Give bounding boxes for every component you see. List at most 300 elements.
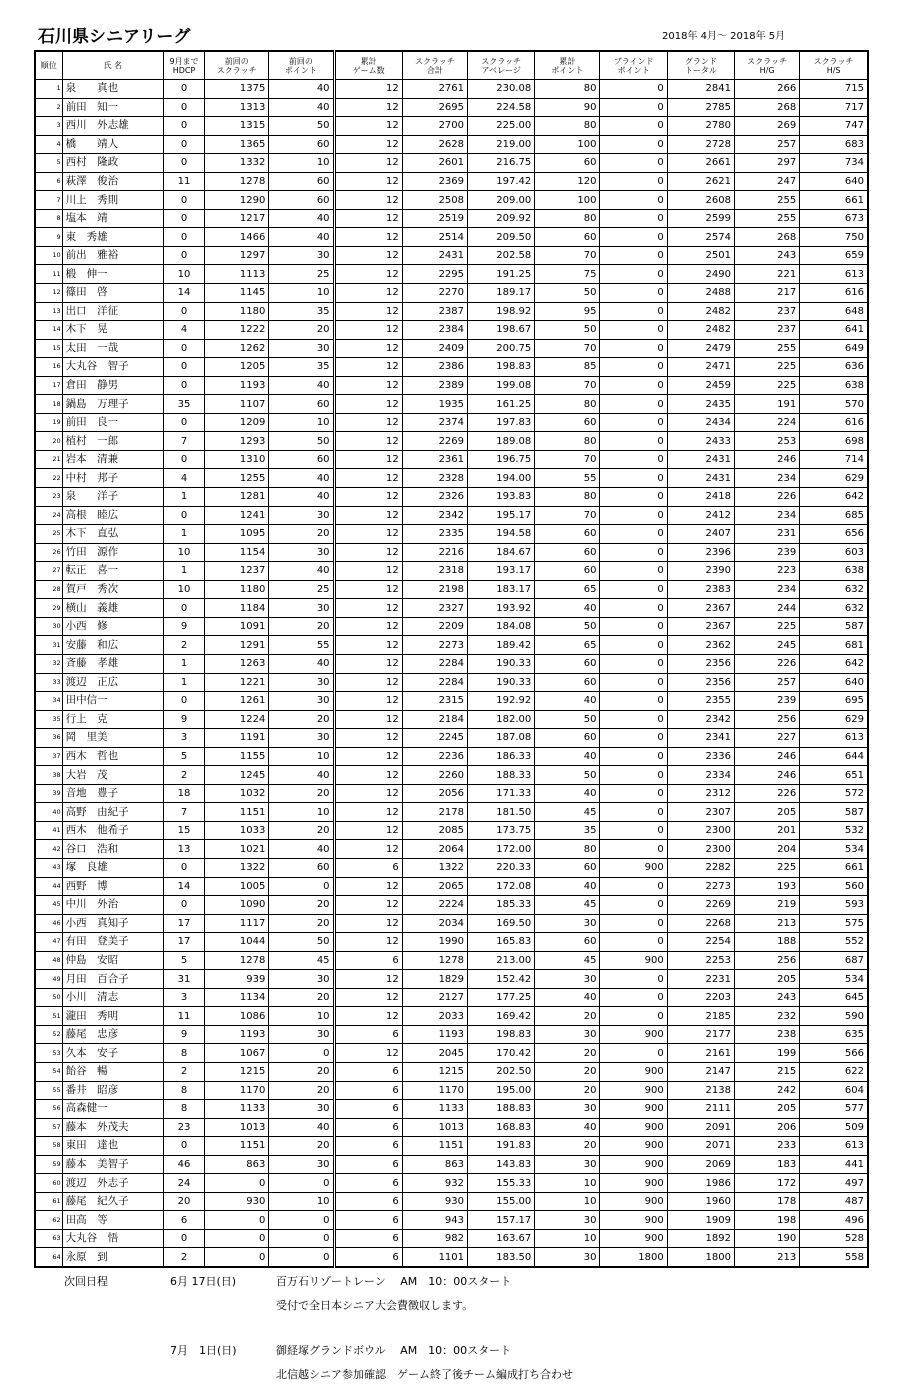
rank-cell: 27: [35, 562, 62, 581]
total-games-cell: 12: [334, 376, 402, 395]
scratch-total-cell: 932: [402, 1174, 467, 1193]
high-game-cell: 269: [734, 117, 799, 136]
blind-points-cell: 0: [600, 654, 667, 673]
name-cell: 前出 雅裕: [62, 246, 163, 265]
blind-points-cell: 900: [600, 1174, 667, 1193]
scratch-average-cell: 183.17: [468, 580, 535, 599]
scratch-total-cell: 2295: [402, 265, 467, 284]
grand-total-cell: 2356: [667, 654, 734, 673]
grand-total-cell: 2161: [667, 1044, 734, 1063]
name-cell: 大岩 茂: [62, 766, 163, 785]
prev-points-cell: 20: [269, 914, 334, 933]
high-series-cell: 661: [800, 858, 868, 877]
total-points-cell: 60: [535, 933, 600, 952]
header-total-points: 累計 ポイント: [535, 51, 600, 80]
high-series-cell: 632: [800, 580, 868, 599]
table-row: [35, 1025, 868, 1044]
prev-points-cell: 20: [269, 1137, 334, 1156]
blind-points-cell: 0: [600, 803, 667, 822]
prev-points-cell: 0: [269, 1211, 334, 1230]
scratch-average-cell: 198.83: [468, 1025, 535, 1044]
scratch-total-cell: 2284: [402, 654, 467, 673]
grand-total-cell: 2185: [667, 1007, 734, 1026]
name-cell: 泉 真也: [62, 80, 163, 99]
prev-points-cell: 60: [269, 450, 334, 469]
grand-total-cell: 2253: [667, 951, 734, 970]
rank-cell: 54: [35, 1062, 62, 1081]
grand-total-cell: 1909: [667, 1211, 734, 1230]
rank-cell: 47: [35, 933, 62, 952]
rank-cell: 8: [35, 209, 62, 228]
hdcp-cell: 9: [163, 617, 204, 636]
total-games-cell: 12: [334, 580, 402, 599]
rank-cell: 61: [35, 1192, 62, 1211]
high-game-cell: 188: [734, 933, 799, 952]
rank-cell: 5: [35, 154, 62, 173]
high-game-cell: 215: [734, 1062, 799, 1081]
hdcp-cell: 9: [163, 710, 204, 729]
grand-total-cell: 2367: [667, 617, 734, 636]
table-row: [35, 284, 868, 303]
name-cell: 大丸谷 智子: [62, 358, 163, 377]
header-blind-points: ブラインド ポイント: [600, 51, 667, 80]
total-points-cell: 70: [535, 506, 600, 525]
high-game-cell: 217: [734, 284, 799, 303]
prev-scratch-cell: 1209: [205, 413, 269, 432]
high-game-cell: 201: [734, 821, 799, 840]
high-game-cell: 268: [734, 98, 799, 117]
prev-scratch-cell: 863: [205, 1155, 269, 1174]
total-games-cell: 12: [334, 191, 402, 210]
high-series-cell: 616: [800, 284, 868, 303]
grand-total-cell: 2355: [667, 692, 734, 711]
scratch-average-cell: 193.17: [468, 562, 535, 581]
hdcp-cell: 18: [163, 784, 204, 803]
table-row: [35, 1211, 868, 1230]
table-row: [35, 877, 868, 896]
total-points-cell: 20: [535, 1062, 600, 1081]
rank-cell: 6: [35, 172, 62, 191]
rank-cell: 20: [35, 432, 62, 451]
scratch-total-cell: 1170: [402, 1081, 467, 1100]
total-games-cell: 12: [334, 599, 402, 618]
hdcp-cell: 23: [163, 1118, 204, 1137]
total-games-cell: 12: [334, 395, 402, 414]
blind-points-cell: 0: [600, 191, 667, 210]
prev-points-cell: 60: [269, 395, 334, 414]
hdcp-cell: 0: [163, 413, 204, 432]
prev-points-cell: 10: [269, 154, 334, 173]
total-games-cell: 12: [334, 821, 402, 840]
total-games-cell: 12: [334, 228, 402, 247]
high-series-cell: 640: [800, 673, 868, 692]
name-cell: 倉田 静男: [62, 376, 163, 395]
grand-total-cell: 2482: [667, 302, 734, 321]
scratch-average-cell: 230.08: [468, 80, 535, 99]
name-cell: 瀧田 秀明: [62, 1007, 163, 1026]
table-row: [35, 413, 868, 432]
scratch-total-cell: 1193: [402, 1025, 467, 1044]
grand-total-cell: 2407: [667, 525, 734, 544]
rank-cell: 35: [35, 710, 62, 729]
total-games-cell: 12: [334, 766, 402, 785]
table-row: [35, 1192, 868, 1211]
total-points-cell: 80: [535, 840, 600, 859]
high-game-cell: 178: [734, 1192, 799, 1211]
blind-points-cell: 900: [600, 1137, 667, 1156]
total-points-cell: 40: [535, 599, 600, 618]
prev-points-cell: 25: [269, 265, 334, 284]
prev-points-cell: 50: [269, 933, 334, 952]
table-row: [35, 636, 868, 655]
total-points-cell: 80: [535, 395, 600, 414]
hdcp-cell: 1: [163, 673, 204, 692]
table-row: [35, 692, 868, 711]
high-series-cell: 651: [800, 766, 868, 785]
total-games-cell: 12: [334, 154, 402, 173]
total-games-cell: 6: [334, 1248, 402, 1267]
scratch-average-cell: 190.33: [468, 654, 535, 673]
high-series-cell: 497: [800, 1174, 868, 1193]
hdcp-cell: 31: [163, 970, 204, 989]
rank-cell: 22: [35, 469, 62, 488]
blind-points-cell: 0: [600, 599, 667, 618]
high-series-cell: 659: [800, 246, 868, 265]
prev-scratch-cell: 1193: [205, 376, 269, 395]
high-series-cell: 487: [800, 1192, 868, 1211]
high-series-cell: 560: [800, 877, 868, 896]
prev-points-cell: 35: [269, 358, 334, 377]
name-cell: 藤尾 紀久子: [62, 1192, 163, 1211]
prev-scratch-cell: 1224: [205, 710, 269, 729]
grand-total-cell: 2435: [667, 395, 734, 414]
table-row: [35, 395, 868, 414]
hdcp-cell: 0: [163, 80, 204, 99]
rank-cell: 9: [35, 228, 62, 247]
prev-points-cell: 40: [269, 488, 334, 507]
scratch-average-cell: 198.67: [468, 321, 535, 340]
name-cell: 西村 隆政: [62, 154, 163, 173]
name-cell: 西川 外志雄: [62, 117, 163, 136]
high-series-cell: 635: [800, 1025, 868, 1044]
total-points-cell: 60: [535, 654, 600, 673]
blind-points-cell: 0: [600, 506, 667, 525]
grand-total-cell: 2574: [667, 228, 734, 247]
total-games-cell: 12: [334, 506, 402, 525]
rank-cell: 21: [35, 450, 62, 469]
blind-points-cell: 0: [600, 209, 667, 228]
scratch-total-cell: 2056: [402, 784, 467, 803]
high-game-cell: 247: [734, 172, 799, 191]
high-series-cell: 747: [800, 117, 868, 136]
high-series-cell: 715: [800, 80, 868, 99]
scratch-total-cell: 1013: [402, 1118, 467, 1137]
name-cell: 西野 博: [62, 877, 163, 896]
hdcp-cell: 0: [163, 450, 204, 469]
prev-scratch-cell: 1262: [205, 339, 269, 358]
blind-points-cell: 0: [600, 877, 667, 896]
blind-points-cell: 0: [600, 358, 667, 377]
prev-scratch-cell: 1290: [205, 191, 269, 210]
table-row: [35, 265, 868, 284]
scratch-average-cell: 198.92: [468, 302, 535, 321]
prev-points-cell: 0: [269, 1248, 334, 1267]
total-points-cell: 100: [535, 191, 600, 210]
table-row: [35, 654, 868, 673]
rank-cell: 2: [35, 98, 62, 117]
prev-points-cell: 40: [269, 376, 334, 395]
high-game-cell: 227: [734, 729, 799, 748]
high-game-cell: 205: [734, 803, 799, 822]
high-game-cell: 183: [734, 1155, 799, 1174]
total-games-cell: 12: [334, 803, 402, 822]
prev-points-cell: 40: [269, 80, 334, 99]
scratch-total-cell: 2198: [402, 580, 467, 599]
high-series-cell: 629: [800, 469, 868, 488]
name-cell: 谷口 浩和: [62, 840, 163, 859]
high-game-cell: 244: [734, 599, 799, 618]
scratch-total-cell: 1829: [402, 970, 467, 989]
grand-total-cell: 1892: [667, 1229, 734, 1248]
grand-total-cell: 2307: [667, 803, 734, 822]
high-series-cell: 644: [800, 747, 868, 766]
blind-points-cell: 0: [600, 469, 667, 488]
prev-points-cell: 30: [269, 246, 334, 265]
hdcp-cell: 2: [163, 766, 204, 785]
name-cell: 中村 邦子: [62, 469, 163, 488]
hdcp-cell: 0: [163, 228, 204, 247]
hdcp-cell: 24: [163, 1174, 204, 1193]
prev-points-cell: 20: [269, 821, 334, 840]
scratch-average-cell: 172.08: [468, 877, 535, 896]
total-points-cell: 120: [535, 172, 600, 191]
header-grand-total: グランド トータル: [667, 51, 734, 80]
table-row: [35, 766, 868, 785]
rank-cell: 23: [35, 488, 62, 507]
scratch-average-cell: 173.75: [468, 821, 535, 840]
high-game-cell: 172: [734, 1174, 799, 1193]
high-game-cell: 245: [734, 636, 799, 655]
grand-total-cell: 2433: [667, 432, 734, 451]
scratch-total-cell: 2209: [402, 617, 467, 636]
hdcp-cell: 20: [163, 1192, 204, 1211]
prev-points-cell: 40: [269, 766, 334, 785]
prev-points-cell: 25: [269, 580, 334, 599]
blind-points-cell: 0: [600, 284, 667, 303]
total-games-cell: 12: [334, 933, 402, 952]
total-points-cell: 65: [535, 580, 600, 599]
grand-total-cell: 2300: [667, 821, 734, 840]
total-points-cell: 40: [535, 988, 600, 1007]
blind-points-cell: 0: [600, 413, 667, 432]
scratch-average-cell: 170.42: [468, 1044, 535, 1063]
name-cell: 塚 良雄: [62, 858, 163, 877]
high-game-cell: 206: [734, 1118, 799, 1137]
scratch-average-cell: 220.33: [468, 858, 535, 877]
name-cell: 月田 百合子: [62, 970, 163, 989]
prev-scratch-cell: 1180: [205, 580, 269, 599]
prev-scratch-cell: 1044: [205, 933, 269, 952]
prev-scratch-cell: 1313: [205, 98, 269, 117]
total-points-cell: 75: [535, 265, 600, 284]
high-game-cell: 239: [734, 543, 799, 562]
scratch-average-cell: 183.50: [468, 1248, 535, 1267]
scratch-average-cell: 188.33: [468, 766, 535, 785]
hdcp-cell: 2: [163, 1062, 204, 1081]
total-games-cell: 12: [334, 246, 402, 265]
scratch-average-cell: 155.33: [468, 1174, 535, 1193]
scratch-average-cell: 181.50: [468, 803, 535, 822]
total-points-cell: 60: [535, 525, 600, 544]
high-series-cell: 613: [800, 265, 868, 284]
scratch-total-cell: 2127: [402, 988, 467, 1007]
rank-cell: 4: [35, 135, 62, 154]
blind-points-cell: 0: [600, 339, 667, 358]
hdcp-cell: 0: [163, 358, 204, 377]
prev-scratch-cell: 1332: [205, 154, 269, 173]
name-cell: 岡 里美: [62, 729, 163, 748]
hdcp-cell: 46: [163, 1155, 204, 1174]
high-game-cell: 234: [734, 469, 799, 488]
table-row: [35, 154, 868, 173]
scratch-average-cell: 195.17: [468, 506, 535, 525]
table-row: [35, 858, 868, 877]
prev-points-cell: 40: [269, 209, 334, 228]
name-cell: 小西 真知子: [62, 914, 163, 933]
hdcp-cell: 0: [163, 117, 204, 136]
hdcp-cell: 0: [163, 246, 204, 265]
total-points-cell: 10: [535, 1174, 600, 1193]
rank-cell: 32: [35, 654, 62, 673]
hdcp-cell: 1: [163, 562, 204, 581]
header-scratch-average: スクラッチ アベレージ: [468, 51, 535, 80]
rank-cell: 62: [35, 1211, 62, 1230]
grand-total-cell: 2383: [667, 580, 734, 599]
prev-points-cell: 30: [269, 339, 334, 358]
grand-total-cell: 2431: [667, 450, 734, 469]
scratch-total-cell: 2184: [402, 710, 467, 729]
grand-total-cell: 2471: [667, 358, 734, 377]
next-schedule-label: 次回日程: [64, 1275, 108, 1288]
scratch-average-cell: 169.50: [468, 914, 535, 933]
total-games-cell: 12: [334, 654, 402, 673]
name-cell: 高森健一: [62, 1100, 163, 1119]
table-row: [35, 933, 868, 952]
hdcp-cell: 14: [163, 877, 204, 896]
total-points-cell: 30: [535, 970, 600, 989]
total-points-cell: 50: [535, 766, 600, 785]
table-row: [35, 469, 868, 488]
total-points-cell: 30: [535, 1155, 600, 1174]
total-points-cell: 30: [535, 1248, 600, 1267]
prev-points-cell: 30: [269, 970, 334, 989]
grand-total-cell: 2312: [667, 784, 734, 803]
high-game-cell: 223: [734, 562, 799, 581]
grand-total-cell: 2780: [667, 117, 734, 136]
scratch-average-cell: 190.33: [468, 673, 535, 692]
total-points-cell: 70: [535, 376, 600, 395]
high-game-cell: 255: [734, 191, 799, 210]
grand-total-cell: 2501: [667, 246, 734, 265]
table-row: [35, 1248, 868, 1267]
total-games-cell: 12: [334, 488, 402, 507]
high-game-cell: 204: [734, 840, 799, 859]
prev-scratch-cell: 1145: [205, 284, 269, 303]
hdcp-cell: 10: [163, 580, 204, 599]
grand-total-cell: 2336: [667, 747, 734, 766]
scratch-average-cell: 202.58: [468, 246, 535, 265]
table-row: [35, 1174, 868, 1193]
prev-points-cell: 60: [269, 191, 334, 210]
prev-scratch-cell: 1095: [205, 525, 269, 544]
high-series-cell: 685: [800, 506, 868, 525]
scratch-total-cell: 2270: [402, 284, 467, 303]
high-series-cell: 661: [800, 191, 868, 210]
total-points-cell: 30: [535, 1025, 600, 1044]
high-series-cell: 656: [800, 525, 868, 544]
prev-points-cell: 40: [269, 1118, 334, 1137]
hdcp-cell: 11: [163, 172, 204, 191]
header-high-game: スクラッチ H/G: [734, 51, 799, 80]
total-points-cell: 60: [535, 154, 600, 173]
blind-points-cell: 0: [600, 840, 667, 859]
hdcp-cell: 17: [163, 914, 204, 933]
scratch-average-cell: 197.83: [468, 413, 535, 432]
total-games-cell: 12: [334, 543, 402, 562]
table-row: [35, 821, 868, 840]
high-game-cell: 199: [734, 1044, 799, 1063]
prev-points-cell: 30: [269, 729, 334, 748]
prev-points-cell: 40: [269, 469, 334, 488]
hdcp-cell: 0: [163, 896, 204, 915]
total-games-cell: 12: [334, 450, 402, 469]
scratch-total-cell: 2033: [402, 1007, 467, 1026]
table-row: [35, 803, 868, 822]
grand-total-cell: 2071: [667, 1137, 734, 1156]
scratch-average-cell: 189.08: [468, 432, 535, 451]
scratch-total-cell: 2245: [402, 729, 467, 748]
grand-total-cell: 2599: [667, 209, 734, 228]
grand-total-cell: 2661: [667, 154, 734, 173]
prev-scratch-cell: 1086: [205, 1007, 269, 1026]
name-cell: 萩澤 俊治: [62, 172, 163, 191]
high-game-cell: 297: [734, 154, 799, 173]
rank-cell: 50: [35, 988, 62, 1007]
rank-cell: 45: [35, 896, 62, 915]
hdcp-cell: 4: [163, 321, 204, 340]
rank-cell: 42: [35, 840, 62, 859]
total-points-cell: 60: [535, 729, 600, 748]
total-points-cell: 80: [535, 209, 600, 228]
high-series-cell: 613: [800, 729, 868, 748]
scratch-total-cell: 2384: [402, 321, 467, 340]
scratch-total-cell: 2284: [402, 673, 467, 692]
total-games-cell: 12: [334, 525, 402, 544]
total-points-cell: 80: [535, 117, 600, 136]
scratch-total-cell: 1215: [402, 1062, 467, 1081]
hdcp-cell: 5: [163, 951, 204, 970]
rank-cell: 7: [35, 191, 62, 210]
scratch-average-cell: 161.25: [468, 395, 535, 414]
grand-total-cell: 2147: [667, 1062, 734, 1081]
prev-scratch-cell: 1113: [205, 265, 269, 284]
prev-scratch-cell: 1365: [205, 135, 269, 154]
total-points-cell: 20: [535, 1137, 600, 1156]
high-series-cell: 750: [800, 228, 868, 247]
schedule-note-2: 北信越シニア参加確認 ゲーム終了後チーム編成打ち合わせ: [276, 1368, 573, 1381]
rank-cell: 24: [35, 506, 62, 525]
grand-total-cell: 1960: [667, 1192, 734, 1211]
